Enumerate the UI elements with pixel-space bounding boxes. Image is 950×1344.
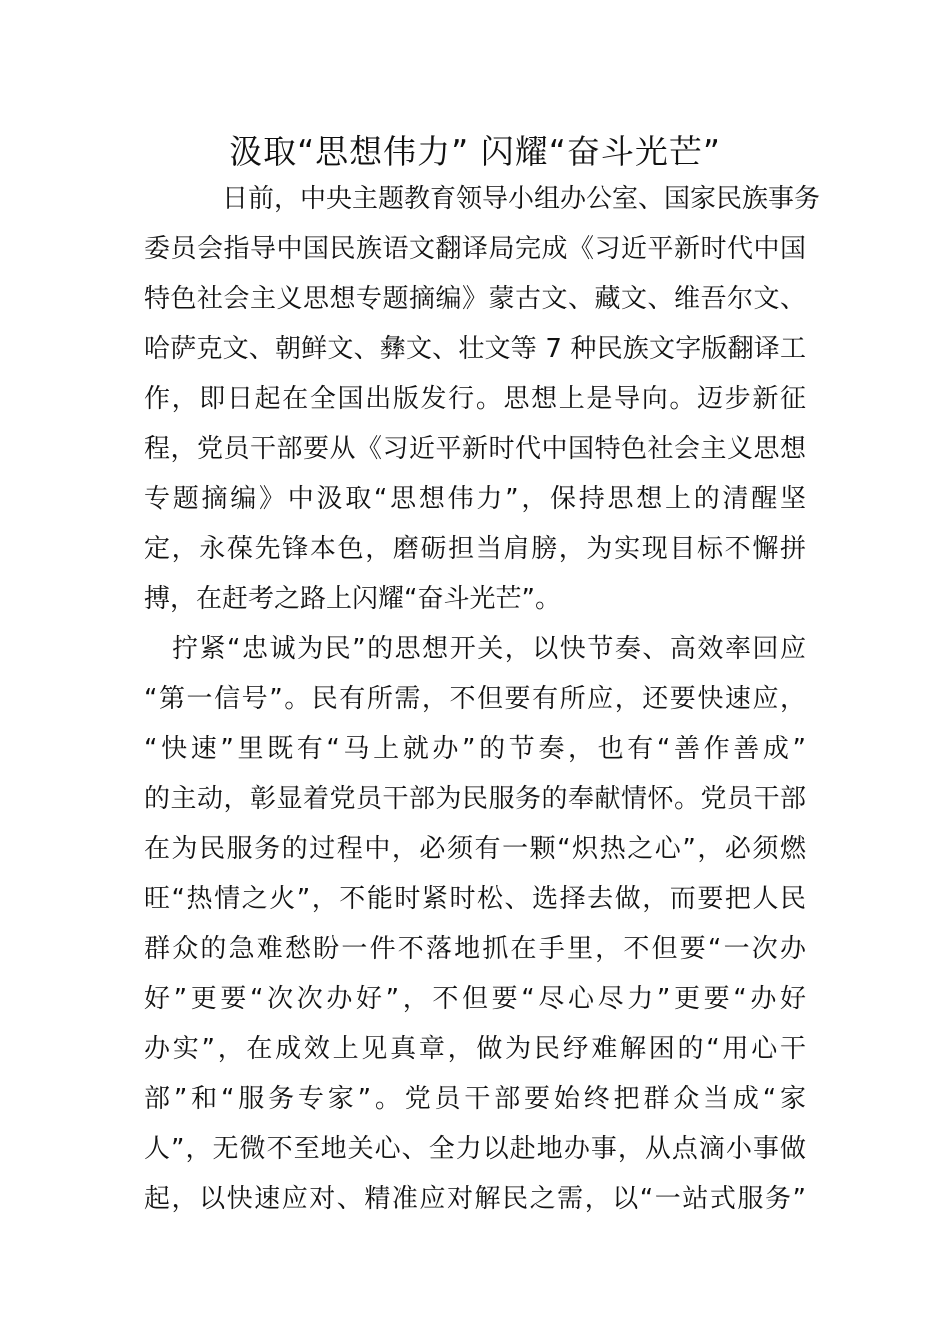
paragraph-line: 哈萨克文、朝鲜文、彝文、壮文等 7 种民族文字版翻译工 bbox=[144, 334, 806, 364]
paragraph-2 bbox=[144, 624, 806, 1224]
paragraph-line: 程，党员干部要从《习近平新时代中国特色社会主义思想 bbox=[144, 434, 806, 464]
paragraph-line: 人”，无微不至地关心、全力以赴地办事，从点滴小事做 bbox=[144, 1134, 806, 1164]
paragraph-line: 专题摘编》中汲取“思想伟力”，保持思想上的清醒坚 bbox=[144, 484, 806, 514]
paragraph-line: 部”和“服务专家”。党员干部要始终把群众当成“家 bbox=[144, 1084, 806, 1114]
paragraph-line: 作，即日起在全国出版发行。思想上是导向。迈步新征 bbox=[144, 384, 806, 414]
paragraph-line: “第一信号”。民有所需，不但要有所应，还要快速应， bbox=[144, 684, 806, 714]
paragraph-line: 群众的急难愁盼一件不落地抓在手里，不但要“一次办 bbox=[144, 934, 806, 964]
paragraph-line: 好”更要“次次办好”，不但要“尽心尽力”更要“办好 bbox=[144, 984, 806, 1014]
document-body bbox=[144, 174, 821, 1224]
paragraph-line: “快速”里既有“马上就办”的节奏，也有“善作善成” bbox=[144, 734, 806, 764]
paragraph-line: 定，永葆先锋本色，磨砺担当肩膀，为实现目标不懈拼 bbox=[144, 534, 806, 564]
paragraph-line: 的主动，彰显着党员干部为民服务的奉献情怀。党员干部 bbox=[144, 784, 806, 814]
paragraph-line: 办实”，在成效上见真章，做为民纾难解困的“用心干 bbox=[144, 1034, 806, 1064]
paragraph-line: 搏，在赶考之路上闪耀“奋斗光芒”。 bbox=[144, 584, 561, 614]
paragraph-line: 委员会指导中国民族语文翻译局完成《习近平新时代中国 bbox=[144, 234, 806, 264]
paragraph-1 bbox=[144, 174, 821, 624]
document-title: 汲取“思想伟力” 闪耀“奋斗光芒” bbox=[229, 132, 721, 171]
paragraph-line: 拧紧“忠诚为民”的思想开关，以快节奏、高效率回应 bbox=[172, 634, 806, 664]
paragraph-line: 在为民服务的过程中，必须有一颗“炽热之心”，必须燃 bbox=[144, 834, 806, 864]
paragraph-line: 起，以快速应对、精准应对解民之需，以“一站式服务” bbox=[144, 1184, 806, 1214]
paragraph-line: 特色社会主义思想专题摘编》蒙古文、藏文、维吾尔文、 bbox=[144, 284, 806, 314]
paragraph-line: 旺“热情之火”，不能时紧时松、选择去做，而要把人民 bbox=[144, 884, 806, 914]
paragraph-line: 日前，中央主题教育领导小组办公室、国家民族事务 bbox=[222, 184, 821, 214]
